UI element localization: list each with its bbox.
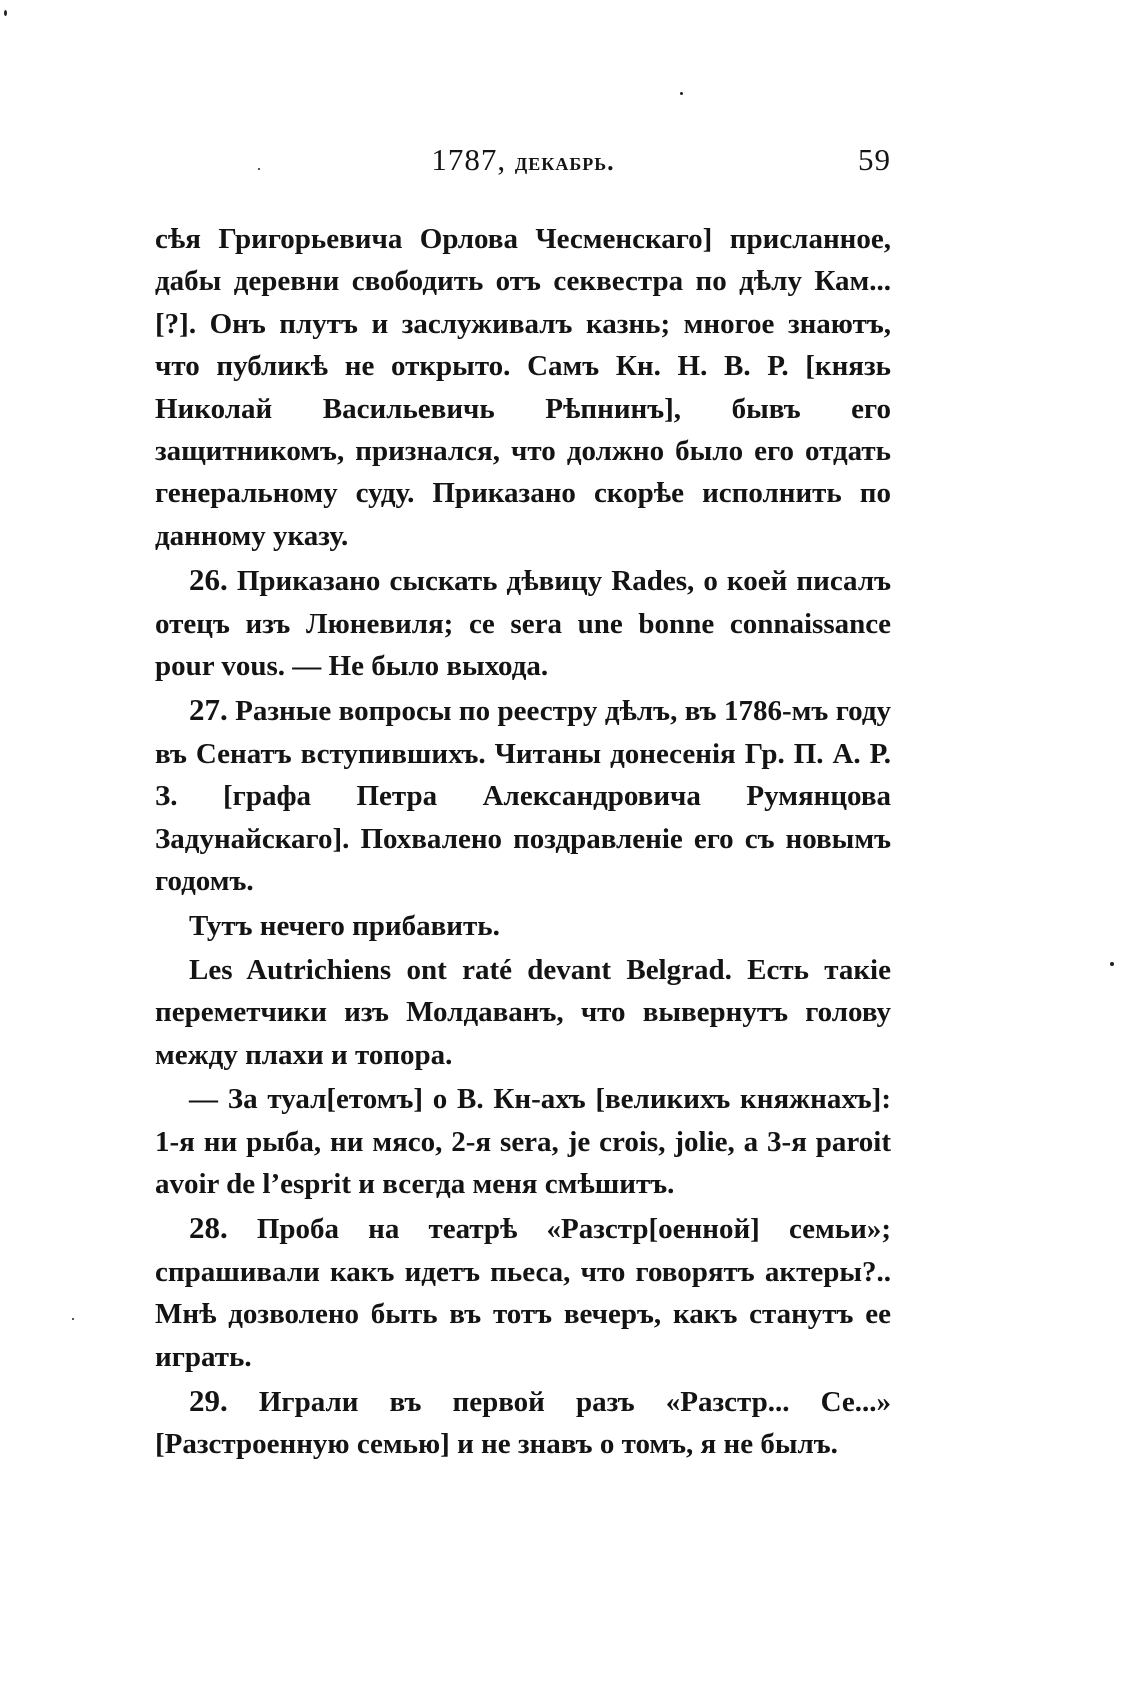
entry-number: 27.: [189, 692, 228, 728]
paragraph-text: Тутъ нечего прибавить.: [189, 909, 500, 942]
entry-number: 26.: [189, 562, 228, 598]
entry-number: 28.: [189, 1210, 228, 1246]
scan-speck: [1110, 962, 1114, 966]
scan-speck: [258, 168, 260, 170]
entry-29: [155, 1380, 891, 1466]
paragraph-text: Приказано сыскать дѣвицу Rades, о коей писалъ отецъ изъ Люневиля; ce sera une bonne connaissance pour vous. — Не было выхода.: [155, 565, 891, 683]
entry-28: [155, 1207, 891, 1378]
paragraph-autrichiens: [155, 949, 891, 1076]
scan-speck: [72, 1318, 74, 1320]
paragraph-toilette: [155, 1078, 891, 1205]
page-body: [155, 218, 891, 1468]
paragraph-text: Проба на театрѣ «Разстр[оенной] семьи»; спрашивали какъ идетъ пьеса, что говорятъ актеры?.. Мнѣ дозволено быть въ тотъ вечеръ, какъ станутъ ее играть.: [155, 1213, 891, 1373]
entry-number: 29.: [189, 1382, 228, 1418]
paragraph-text: Les Autrichiens ont raté devant Belgrad. Есть такіе переметчики изъ Молдаванъ, что вывернутъ голову между плахи и топора.: [155, 953, 891, 1071]
header-month: декабрь.: [514, 147, 615, 176]
entry-26: [155, 559, 891, 687]
paragraph-text: Разные вопросы по реестру дѣлъ, въ 1786-мъ году въ Сенатъ вступившихъ. Читаны донесенія Гр. П. А. Р. З. [графа Петра Александровича Румянцова Задунайскаго]. Похвалено поздравленіе его съ новымъ годомъ.: [155, 695, 891, 898]
paragraph-text: — За туал[етомъ] о В. Кн-ахъ [великихъ княжнахъ]: 1-я ни рыба, ни мясо, 2-я sera, je crois, jolie, a 3-я paroit avoir de l’esprit и всегда меня смѣшитъ.: [155, 1083, 891, 1200]
scan-speck: [680, 92, 683, 95]
paragraph-continuation: [155, 218, 891, 557]
header-year: 1787,: [431, 142, 507, 177]
entry-27: [155, 689, 891, 902]
paragraph-text: сѣя Григорьевича Орлова Чесменскаго] присланное, дабы деревни свободить отъ секвестра по дѣлу Кам... [?]. Онъ плутъ и заслуживалъ казнь; многое знаютъ, что публикѣ не открыто. Самъ Кн. Н. В. Р. [князь Николай Васильевичь Рѣпнинъ], бывъ его защитникомъ, признался, что должно было его отдать генеральному суду. Приказано скорѣе исполнить по данному указу.: [155, 223, 891, 552]
header-title: [155, 142, 891, 178]
page-number: 59: [858, 142, 891, 177]
paragraph-text: Играли въ первой разъ «Разстр... Се...» [Разстроенную семью] и не знавъ о томъ, я не былъ.: [155, 1385, 891, 1461]
running-header: [155, 142, 891, 192]
scan-speck: [4, 10, 7, 16]
paragraph-remark: [155, 905, 891, 947]
